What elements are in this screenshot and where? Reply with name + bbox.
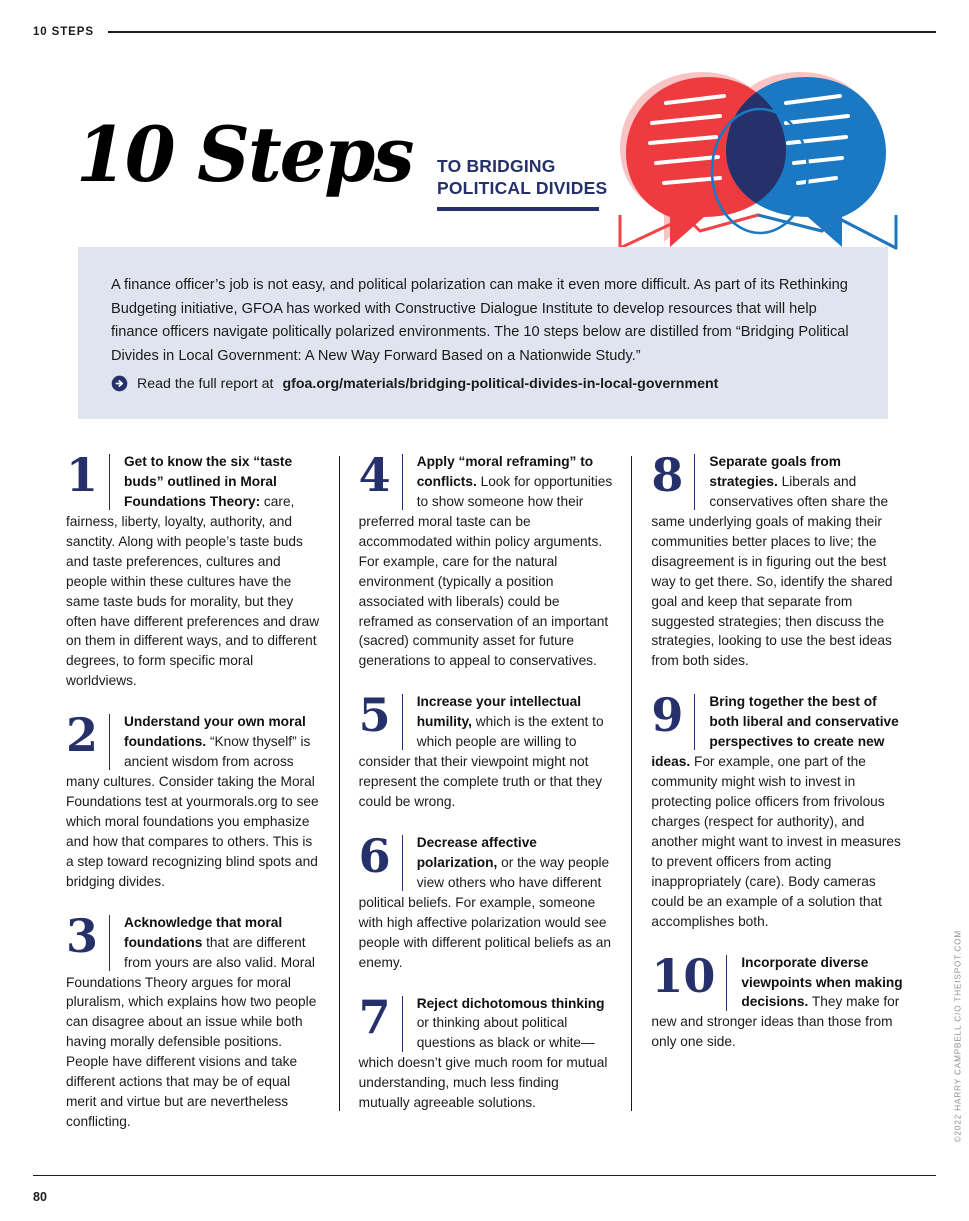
step-item <box>66 448 321 691</box>
subtitle-line-1: TO BRIDGING <box>437 156 556 176</box>
intro-panel <box>78 247 888 419</box>
step-rest: “Know thyself” is ancient wisdom from across many cultures. Consider taking the Moral Foundations test at yourmorals.org to see which moral foundations you emphasize and how that compares to others. This is a step toward recognizing blind spots and bridging divides. <box>66 734 319 889</box>
step-lead: Get to know the six “taste buds” outlined in Moral Foundations Theory: <box>124 454 293 509</box>
step-number-gutter <box>403 994 417 1050</box>
steps-column-2 <box>339 448 614 1122</box>
overlapping-speech-bubbles-illustration <box>608 65 908 250</box>
step-item <box>651 448 906 671</box>
subtitle-underline <box>437 207 599 211</box>
step-number: 3 <box>66 915 110 971</box>
steps-column-3 <box>631 448 906 1122</box>
arrow-circle-right-icon <box>111 375 128 392</box>
masthead <box>0 55 969 245</box>
column-divider <box>631 456 632 1111</box>
step-lead: Separate goals from strategies. <box>709 454 841 489</box>
step-number: 4 <box>359 454 403 510</box>
cta-url[interactable]: gfoa.org/materials/bridging-political-divides-in-local-government <box>282 375 719 392</box>
step-lead: Acknowledge that moral foundations <box>124 914 283 950</box>
footer-rule <box>33 1175 936 1176</box>
step-rest: They make for new and stronger ideas than those from only one side. <box>651 994 900 1050</box>
intro-paragraph: A finance officer’s job is not easy, and political polarization can make it even more difficult. As part of its Rethinking Budgeting initiative, GFOA has worked with Constructive Dialogue Institute to develop resources that will help finance officers navigate politically polarized environments. The 10 steps below are distilled from “Bridging Political Divides in Local Government: A New Way Forward Based on a Nationwide Study.” <box>111 277 849 364</box>
cta-prefix: Read the full report at <box>137 375 274 392</box>
step-number: 9 <box>651 694 695 750</box>
step-number-gutter <box>403 833 417 889</box>
step-lead: Incorporate diverse viewpoints when making decisions. <box>741 954 903 1010</box>
subtitle-block <box>437 155 607 211</box>
step-lead: Apply “moral reframing” to conflicts. <box>416 454 594 489</box>
step-number: 7 <box>359 996 403 1052</box>
step-rest: Look for opportunities to show someone how their preferred moral taste can be accommodated within policy arguments. For example, care for the natural environment (typically a position associated with liberals) could be reframed as conservation of an important (sacred) community asset for future generations to appeal to conservatives. <box>358 473 613 669</box>
running-head-label: 10 STEPS <box>33 26 94 38</box>
subtitle-line-2: POLITICAL DIVIDES <box>437 178 608 199</box>
step-rest: or the way people view others who have different political beliefs. For example, someone with high affective polarization would see people with different political beliefs as an enemy. <box>358 854 612 970</box>
running-head-rule <box>108 31 936 32</box>
step-item <box>66 908 321 1132</box>
step-number: 10 <box>651 955 727 1011</box>
step-number: 2 <box>66 714 110 770</box>
step-number-gutter <box>110 712 124 768</box>
step-number: 6 <box>359 835 403 891</box>
step-number: 5 <box>359 694 403 750</box>
step-rest: or thinking about political questions as black or white—which doesn’t give much room for mutual understanding, much less finding mutually agreeable solutions. <box>358 1015 608 1111</box>
step-item <box>358 989 614 1114</box>
step-number-gutter <box>403 692 417 748</box>
step-number-gutter <box>695 452 709 508</box>
page-number: 80 <box>33 1190 47 1204</box>
steps-columns <box>66 448 906 1130</box>
step-number-gutter <box>403 452 417 508</box>
illustration-credit: ©2022 HARRY CAMPBELL C/O THEISPOT.COM <box>953 930 962 1143</box>
step-item <box>66 708 321 891</box>
read-report-cta[interactable] <box>111 375 718 392</box>
step-item <box>651 948 906 1053</box>
step-item <box>358 688 614 812</box>
step-number-gutter <box>110 913 124 969</box>
step-rest: care, fairness, liberty, loyalty, authority, and sanctity. Along with people’s taste buds and taste preferences, cultures and people within these cultures have the same taste buds for morality, but they often have different preferences and draw on them in different ways, and to different degrees, to form specific moral worldviews. <box>66 493 320 689</box>
step-lead: Decrease affective polarization, <box>416 834 537 870</box>
column-divider <box>339 456 340 1111</box>
step-number: 8 <box>651 454 695 510</box>
running-head <box>33 26 936 38</box>
step-rest: that are different from yours are also valid. Moral Foundations Theory argues for moral pluralism, which explains how two people can disagree about an issue while both having morally defensible positions. People have different visions and take different actions that may be of equal merit and virtue but are nevertheless conflicting. <box>66 934 317 1130</box>
step-rest: Liberals and conservatives often share the same underlying goals of making their communities better places to live; the disagreement is in figuring out the best way to get there. So, identify the shared goal and keep that separate from suggested strategies; then discuss the strategies, looking to use the best ideas from both sides. <box>651 473 893 669</box>
step-lead: Increase your intellectual humility, <box>416 694 582 730</box>
step-number-gutter <box>110 452 124 508</box>
step-lead: Understand your own moral foundations. <box>124 714 306 750</box>
step-rest: For example, one part of the community might wish to invest in protecting police officers from frivolous charges (respect for authority), and another might want to invest in measures to prevent officers from acting inappropriately (care). Body cameras could be an example of a solution that accomplishes both. <box>651 754 901 929</box>
step-number-gutter <box>695 692 709 748</box>
step-rest: which is the extent to which people are willing to consider that their viewpoint might not represent the complete truth or that they could be wrong. <box>358 714 604 809</box>
step-item <box>358 828 614 973</box>
bubble-tail-outline <box>620 215 896 248</box>
step-number-gutter <box>727 953 741 1009</box>
step-item <box>358 448 614 671</box>
step-lead: Reject dichotomous thinking <box>416 995 605 1011</box>
page-title: 10 Steps <box>76 110 413 199</box>
step-number: 1 <box>66 454 110 510</box>
steps-column-1 <box>66 448 321 1130</box>
step-lead: Bring together the best of both liberal and conservative perspectives to create new ideas. <box>651 694 899 770</box>
step-item <box>651 688 906 931</box>
